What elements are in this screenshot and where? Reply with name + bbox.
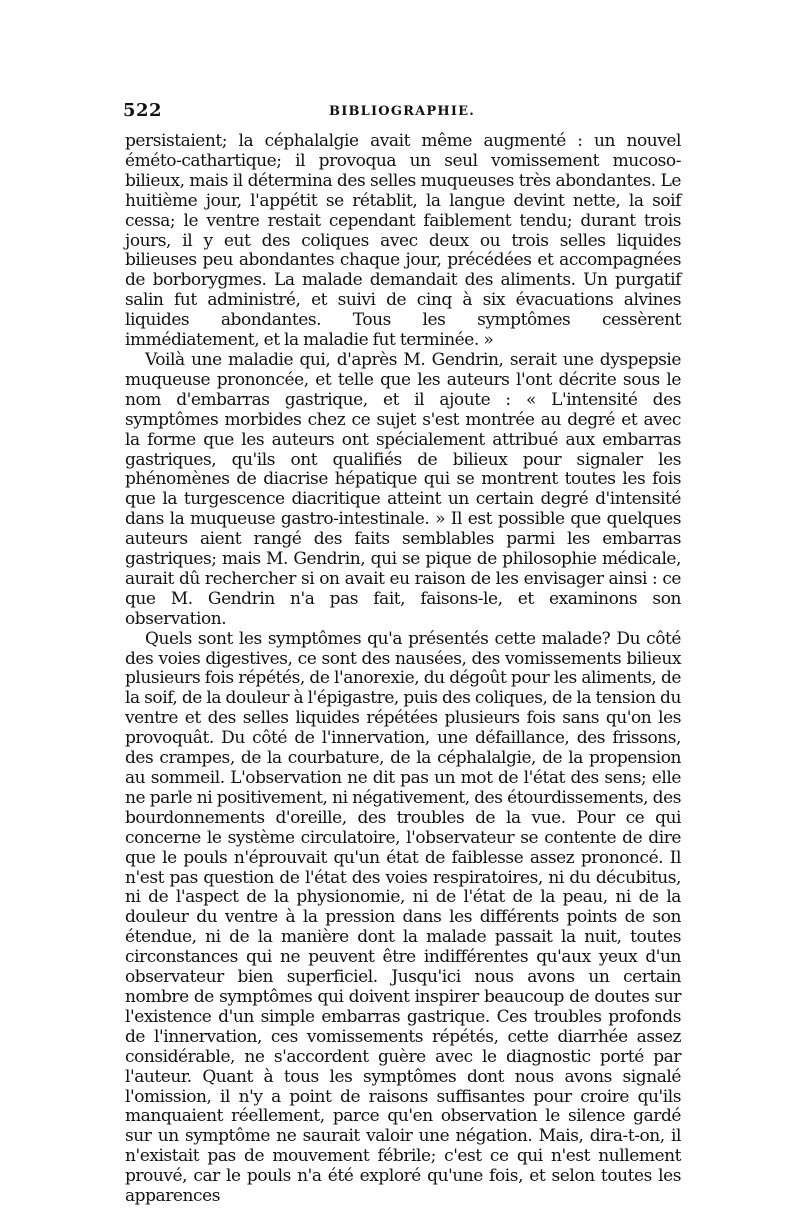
page-header <box>123 100 681 124</box>
body-text <box>125 132 681 1207</box>
paragraph: Quels sont les symptômes qu'a présentés cette malade? Du côté des voies digestives, ce sont des nausées, des vomissements bilieux plusieurs fois répétés, de l'anorexie, du dégoût pour les aliments, de la soif, de la douleur à l'épigastre, puis des coliques, de la tension du ventre et des selles liquides répétées plusieurs fois sans qu'on les provoquât. Du côté de l'innervation, une défaillance, des frissons, des crampes, de la courbature, de la céphalalgie, de la propension au sommeil. L'observation ne dit pas un mot de l'état des sens; elle ne parle ni positivement, ni négativement, des étourdissements, des bourdonnements d'oreille, des troubles de la vue. Pour ce qui concerne le système circulatoire, l'observateur se contente de dire que le pouls n'éprouvait qu'un état de faiblesse assez prononcé. Il n'est pas question de l'état des voies respiratoires, ni du décubitus, ni de l'aspect de la physionomie, ni de l'état de la peau, ni de la douleur du ventre à la pression dans les différents points de son étendue, ni de la manière dont la malade passait la nuit, toutes circonstances qui ne peuvent être indifférentes qu'aux yeux d'un observateur bien superficiel. Jusqu'ici nous avons un certain nombre de symptômes qui doivent inspirer beaucoup de doutes sur l'existence d'un simple embarras gastrique. Ces troubles profonds de l'innervation, ces vomissements répétés, cette diarrhée assez considérable, ne s'accordent guère avec le diagnostic porté par l'auteur. Quant à tous les symptômes dont nous avons signalé l'omission, il n'y a point de raisons suffisantes pour croire qu'ils manquaient réellement, parce qu'en observation le silence gardé sur un symptôme ne saurait valoir une négation. Mais, dira-t-on, il n'existait pas de mouvement fébrile; c'est ce qui n'est nullement prouvé, car le pouls n'a été exploré qu'une fois, et selon toutes les apparences <box>125 628 681 1207</box>
paragraph: Voilà une maladie qui, d'après M. Gendrin, serait une dyspepsie muqueuse prononcée, et telle que les auteurs l'ont décrite sous le nom d'embarras gastrique, et il ajoute : « L'intensité des symptômes morbides chez ce sujet s'est montrée au degré et avec la forme que les auteurs ont spécialement attribué aux embarras gastriques, qu'ils ont qualifiés de bilieux pour signaler les phénomènes de diacrise hépatique qui se montrent toutes les fois que la turgescence diacritique atteint un certain degré d'intensité dans la muqueuse gastro-intestinale. » Il est possible que quelques auteurs aient rangé des faits semblables parmi les embarras gastriques; mais M. Gendrin, qui se pique de philosophie médicale, aurait dû rechercher si on avait eu raison de les envisager ainsi : ce que M. Gendrin n'a pas fait, faisons-le, et examinons son observation. <box>125 349 681 629</box>
paragraph: persistaient; la céphalalgie avait même augmenté : un nouvel éméto-cathartique; il provoqua un seul vomissement mucoso-bilieux, mais il détermina des selles muqueuses très abondantes. Le huitième jour, l'appétit se rétablit, la langue devint nette, la soif cessa; le ventre restait cependant faiblement tendu; durant trois jours, il y eut des coliques avec deux ou trois selles liquides bilieuses peu abondantes chaque jour, précédées et accompagnées de borborygmes. La malade demandait des aliments. Un purgatif salin fut administré, et suivi de cinq à six évacuations alvines liquides abondantes. Tous les symptômes cessèrent immédiatement, et la maladie fut terminée. » <box>125 131 681 351</box>
page-number: 522 <box>123 100 163 121</box>
running-head: BIBLIOGRAPHIE. <box>329 104 475 119</box>
